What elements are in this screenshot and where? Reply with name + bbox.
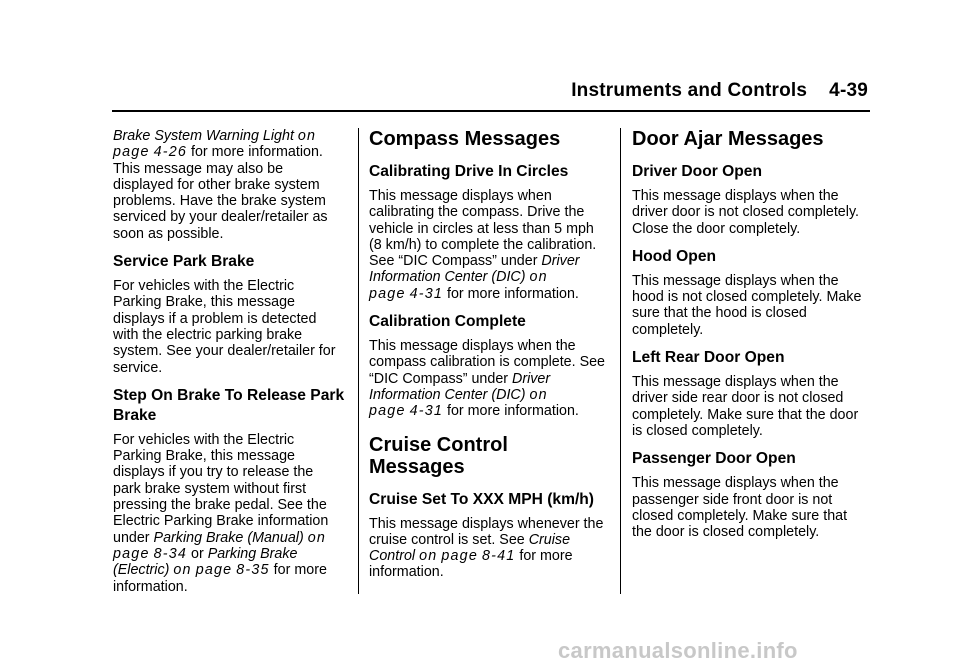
xref-on: on (529, 386, 548, 403)
xref-page: page (113, 545, 150, 562)
calibrating-drive-paragraph (369, 188, 605, 302)
xref-page: page (441, 548, 478, 565)
xref-dic[interactable]: Driver Information Center (DIC) (369, 370, 551, 403)
paragraph-text: for more information. (443, 285, 579, 302)
heading-passenger-door-open: Passenger Door Open (632, 450, 796, 468)
xref-page-number[interactable]: 4-31 (409, 285, 444, 302)
service-park-brake-paragraph: For vehicles with the Electric Parking Brake, this message displays if a problem is detected with the electric parking brake system. See your dealer/retailer for service. (113, 278, 336, 376)
column-middle (369, 128, 605, 581)
column-divider-right (620, 128, 621, 594)
xref-page-number[interactable]: 8-35 (236, 562, 270, 579)
paragraph-text: or (187, 545, 208, 562)
xref-parking-brake-manual[interactable]: Parking Brake (Manual) (153, 529, 304, 546)
heading-service-park-brake: Service Park Brake (113, 253, 255, 271)
paragraph-text: for more information. (113, 562, 327, 595)
hood-open-paragraph: This message displays when the hood is not closed completely. Make sure that the hood is closed completely. (632, 272, 862, 338)
heading-cruise-control-messages: Cruise Control Messages (369, 433, 508, 478)
step-on-brake-paragraph (113, 432, 345, 595)
paragraph-text: This message displays when the compass calibration is complete. See “DIC Compass” under (369, 338, 606, 387)
heading-driver-door-open: Driver Door Open (632, 163, 762, 180)
brake-warning-paragraph (113, 128, 345, 242)
page-number: 4-39 (829, 80, 868, 101)
section-title: Instruments and Controls (571, 80, 808, 101)
xref-page-number[interactable]: 4-31 (409, 403, 444, 420)
header-rule (112, 110, 870, 112)
xref-cruise-control[interactable]: Cruise Control (369, 531, 571, 565)
heading-calibrating-drive: Calibrating Drive In Circles (369, 163, 569, 180)
xref-page-number[interactable]: 4-26 (153, 144, 188, 161)
xref-page-number[interactable]: 8-34 (153, 545, 188, 562)
paragraph-text: for more information. (369, 548, 573, 581)
xref-page: page (113, 144, 150, 161)
watermark: carmanualsonline.info (558, 638, 798, 663)
paragraph-text: for more information. This message may also be displayed for other brake system problems. Have the brake system serviced by your dealer/retailer as soon as possible. (113, 144, 328, 242)
xref-page-number[interactable]: 8-41 (481, 548, 516, 565)
column-right (632, 128, 870, 540)
heading-calibration-complete: Calibration Complete (369, 313, 526, 331)
heading-door-ajar-messages: Door Ajar Messages (632, 128, 824, 150)
heading-hood-open: Hood Open (632, 247, 717, 265)
heading-step-on-brake: Step On Brake To Release Park Brake (113, 386, 345, 424)
xref-page: page (369, 285, 406, 302)
xref-dic[interactable]: Driver Information Center (DIC) (369, 253, 580, 286)
left-rear-door-paragraph: This message displays when the driver side rear door is not closed completely. Make sure that the door is closed completely. (632, 374, 859, 439)
xref-on: on (529, 269, 548, 286)
heading-cruise-set: Cruise Set To XXX MPH (km/h) (369, 490, 594, 508)
driver-door-paragraph: This message displays when the driver door is not closed completely. Close the door completely. (632, 188, 859, 237)
xref-on: on (173, 562, 192, 579)
cruise-set-paragraph (369, 516, 605, 581)
xref-page: page (369, 403, 406, 420)
paragraph-text: This message displays whenever the cruise control is set. See (369, 515, 604, 548)
paragraph-text: For vehicles with the Electric Parking Brake, this message displays if you try to release the park brake system without first pressing the brake pedal. See the Electric Parking Brake information under (113, 431, 329, 546)
xref-on: on (297, 128, 317, 144)
column-left (113, 128, 345, 595)
heading-compass-messages: Compass Messages (369, 128, 561, 150)
paragraph-text: for more information. (443, 403, 579, 420)
xref-page: page (195, 562, 233, 579)
passenger-door-paragraph: This message displays when the passenger side front door is not closed completely. Make sure that the door is closed completely. (632, 475, 848, 541)
paragraph-text: This message displays when calibrating the compass. Drive the vehicle in circles at less than 5 mph (8 km/h) to complete the calibration. See “DIC Compass” under (369, 188, 597, 270)
xref-brake-system-warning-light[interactable]: Brake System Warning Light (113, 128, 294, 144)
page-header (571, 80, 868, 102)
heading-left-rear-door-open: Left Rear Door Open (632, 349, 785, 367)
calibration-complete-paragraph (369, 338, 605, 419)
xref-parking-brake-electric[interactable]: Parking Brake (Electric) (113, 545, 298, 579)
xref-on: on (419, 548, 438, 565)
xref-on: on (307, 529, 327, 546)
column-divider-left (358, 128, 359, 594)
